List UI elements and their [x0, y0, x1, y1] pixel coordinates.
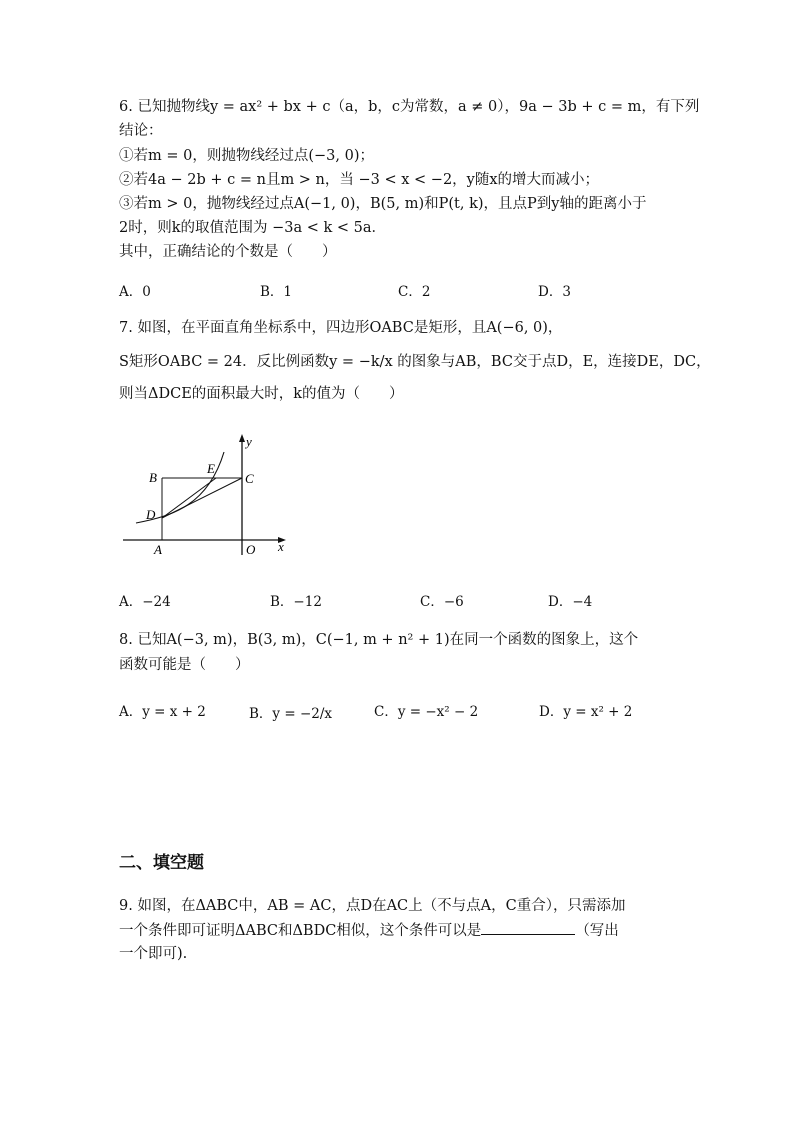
label-a: A — [154, 542, 162, 557]
q6-option-b: B．1 — [260, 284, 293, 300]
q7-figure — [118, 430, 298, 560]
segment-dc — [162, 478, 242, 518]
y-axis-arrow — [239, 434, 245, 442]
q8-option-c: C．y = −x² − 2 — [374, 704, 479, 720]
q8-option-a: A．y = x + 2 — [119, 704, 206, 720]
label-o: O — [246, 542, 256, 557]
q6-line-5: ③若m > 0，抛物线经过点A(−1, 0)，B(5, m)和P(t, k)，且点P到y轴的距离小于 — [119, 196, 647, 212]
q8-option-d: D．y = x² + 2 — [539, 704, 633, 720]
label-y: y — [246, 434, 252, 449]
q8-line-1: 8. 已知A(−3, m)，B(3, m)，C(−1, m + n² + 1)在同一个函数的图象上，这个 — [119, 632, 639, 648]
q8-option-b: B．y = −2/x — [249, 706, 333, 722]
q9-line-2-text: 一个条件即可证明ΔABC和ΔBDC相似，这个条件可以是 — [119, 923, 482, 939]
q6-line-7: 其中，正确结论的个数是（ ） — [119, 244, 337, 260]
q8-line-2: 函数可能是（ ） — [119, 657, 250, 673]
label-d: D — [146, 507, 156, 522]
q6-option-a: A．0 — [119, 284, 151, 300]
q9-line-3: 一个即可). — [119, 946, 188, 962]
q6-line-6: 2时，则k的取值范围为 −3a < k < 5a． — [119, 220, 387, 236]
q6-line-2: 结论： — [119, 123, 163, 139]
q6-line-1: 6. 已知抛物线y = ax² + bx + c（a，b，c为常数，a ≠ 0），9a − 3b + c = m，有下列 — [119, 99, 700, 115]
q9-line-2-tail: （写出 — [575, 923, 619, 939]
q9-line-2 — [119, 920, 619, 941]
q7-line-2: S矩形OABC = 24．反比例函数y = −k/x 的图象与AB，BC交于点D，E，连接DE，DC， — [119, 354, 711, 370]
label-e: E — [207, 461, 215, 476]
q7-option-a: A．−24 — [119, 594, 171, 610]
label-b: B — [149, 470, 157, 485]
q7-option-c: C．−6 — [420, 594, 464, 610]
q7-option-d: D．−4 — [548, 594, 593, 610]
label-x: x — [278, 539, 284, 554]
segment-de — [162, 478, 216, 518]
q6-option-d: D．3 — [538, 284, 571, 300]
q6-line-3: ①若m = 0，则抛物线经过点(−3, 0)； — [119, 148, 374, 164]
answer-blank[interactable] — [481, 920, 575, 935]
q6-line-4: ②若4a − 2b + c = n且m > n，当 −3 < x < −2，y随x的增大而减小； — [119, 172, 600, 188]
q6-option-c: C．2 — [398, 284, 431, 300]
label-c: C — [245, 471, 254, 486]
q7-line-3: 则当ΔDCE的面积最大时，k的值为（ ） — [119, 386, 404, 402]
q7-option-b: B．−12 — [270, 594, 322, 610]
q9-line-1: 9. 如图，在ΔABC中，AB = AC，点D在AC上（不与点A，C重合），只需添加 — [119, 898, 626, 914]
section-2-title: 二、填空题 — [119, 853, 204, 873]
q7-line-1: 7. 如图，在平面直角坐标系中，四边形OABC是矩形，且A(−6, 0)， — [119, 320, 563, 336]
